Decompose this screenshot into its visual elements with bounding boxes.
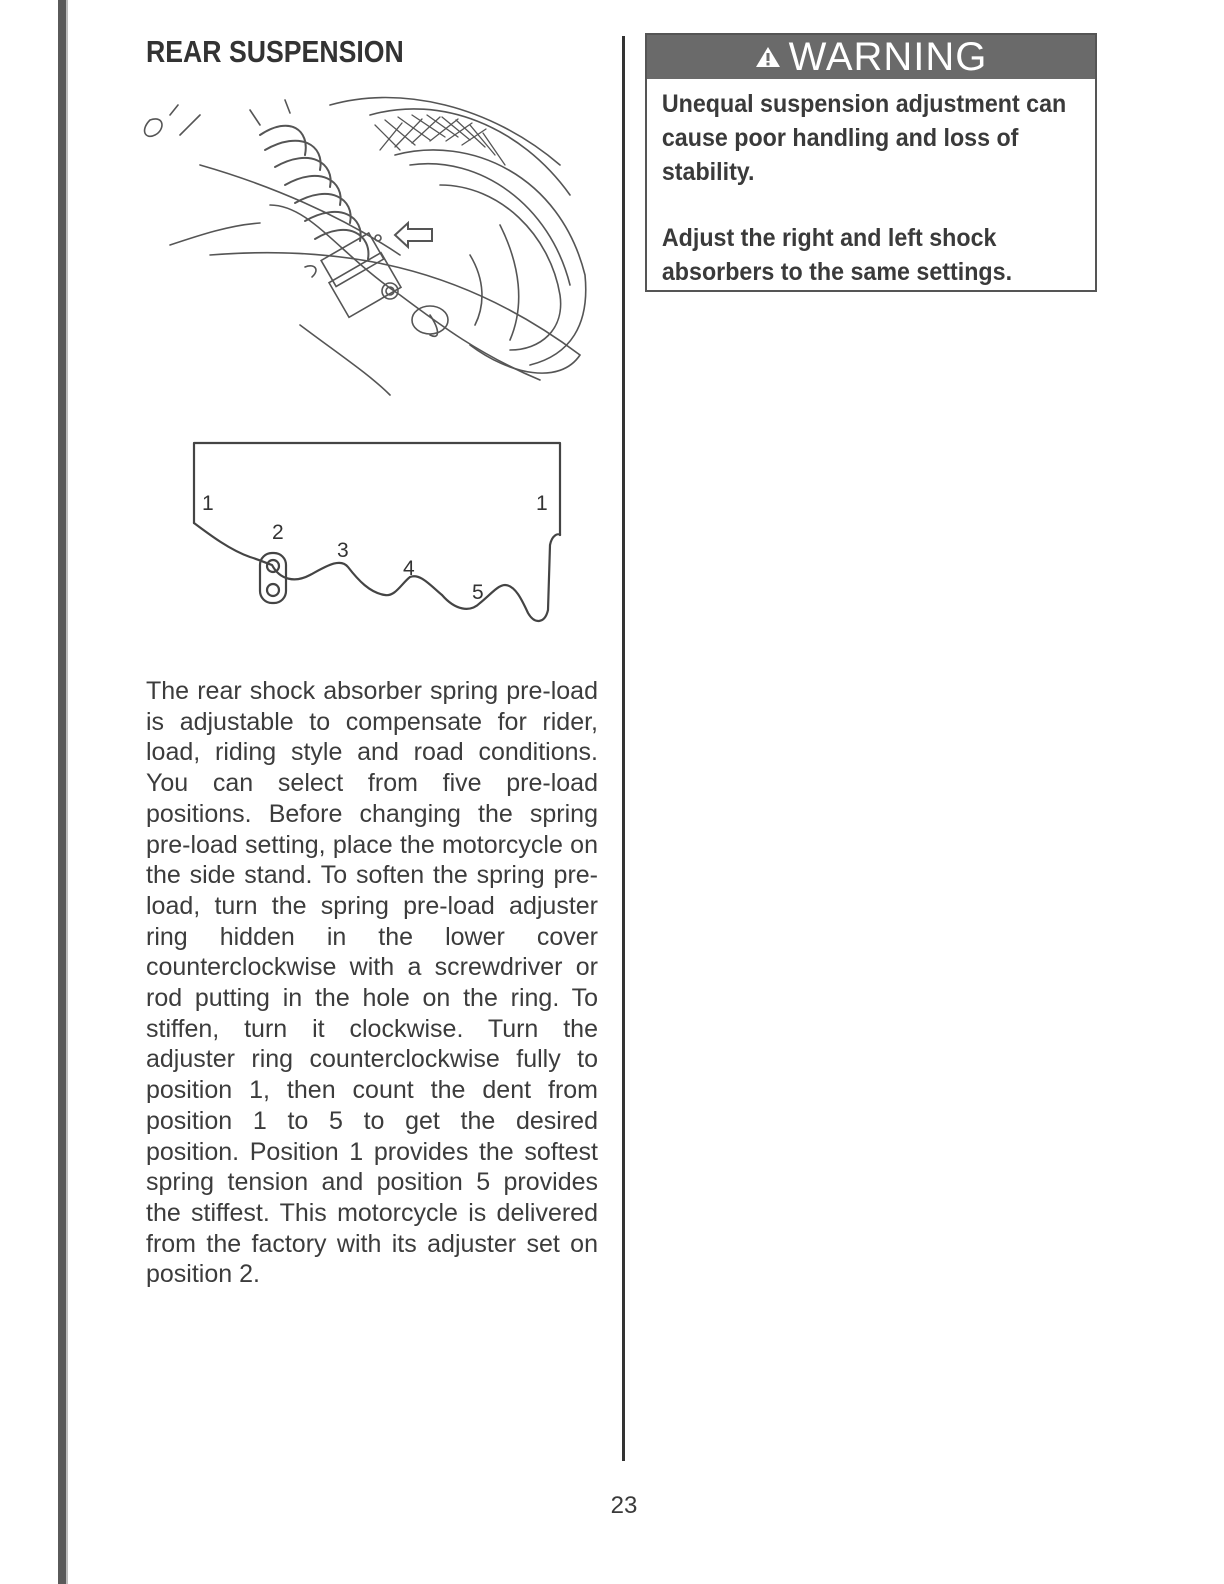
column-divider <box>622 36 625 1461</box>
binding-edge <box>58 0 66 1584</box>
adjuster-ring-profile <box>194 523 560 621</box>
warning-text-primary: Unequal suspension adjustment can cause poor handling and loss of stability. <box>661 90 1067 186</box>
diagram-label-pos3: 3 <box>337 539 349 562</box>
preload-positions-diagram <box>180 435 580 635</box>
adjuster-hole-lower <box>267 584 279 596</box>
diagram-label-pos1-right: 1 <box>536 492 548 515</box>
warning-title: WARNING <box>788 35 988 79</box>
warning-header <box>647 35 1095 79</box>
binding-edge-shadow <box>66 0 68 1584</box>
diagram-label-pos4: 4 <box>403 557 415 580</box>
diagram-outline <box>194 443 560 535</box>
rear-shock-illustration <box>140 95 610 415</box>
warning-box <box>645 33 1097 292</box>
diagram-label-pos5: 5 <box>472 581 484 604</box>
page-number: 23 <box>610 1492 638 1519</box>
instructions-paragraph: The rear shock absorber spring pre-load is adjustable to compensate for rider, load, riding style and road conditions. You can select from five pre-load positions. Before changing the spring pre-load setting, place the motorcycle on the side stand. To soften the spring pre-load, turn the spring pre-load adjuster ring hidden in the lower cover counterclockwise with a screwdriver or rod putting in the hole on the ring. To stiffen, turn it clockwise. Turn the adjuster ring counterclockwise fully to position 1, then count the dent from position 1 to 5 to get the desired position. Position 1 provides the softest spring tension and position 5 provides the stiffest. This motorcycle is delivered from the factory with its adjuster set on position 2. <box>146 677 598 1289</box>
section-title: REAR SUSPENSION <box>146 34 404 69</box>
warning-text-secondary: Adjust the right and left shock absorbers to the same settings. <box>661 224 1013 286</box>
diagram-label-pos2: 2 <box>272 521 284 544</box>
diagram-label-pos1-left: 1 <box>202 492 214 515</box>
warning-triangle-icon <box>755 45 781 69</box>
